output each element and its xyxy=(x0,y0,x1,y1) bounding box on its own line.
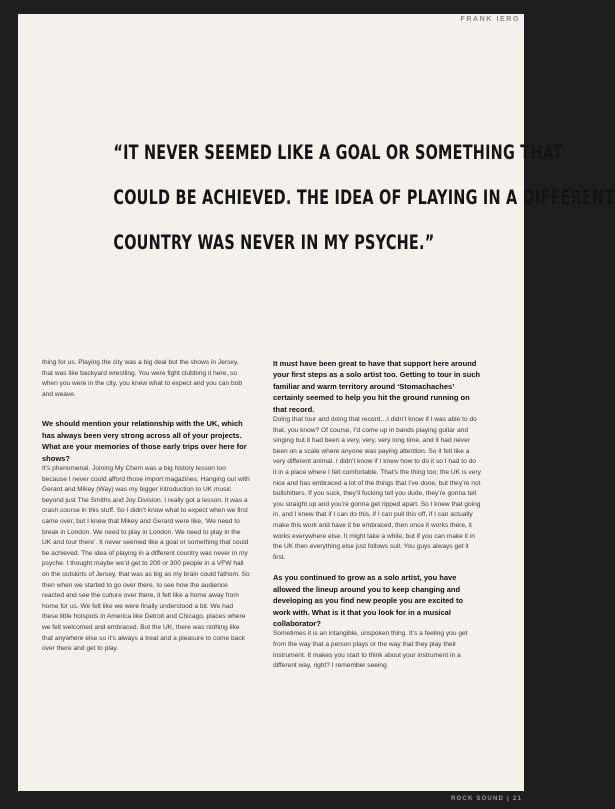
left-column xyxy=(42,358,250,655)
running-header: FRANK IERO xyxy=(460,16,520,23)
pull-quote-line: COULD BE ACHIEVED. THE IDEA OF PLAYING IN A DIFFERENT xyxy=(113,186,615,209)
magazine-page xyxy=(18,14,615,802)
interview-answer: Sometimes it is an intangible, unspoken thing. It’s a feeling you get from the way that a person plays or the way that they play their instrument. It makes you start to think about your instrument in a different way, right? I remember seeing xyxy=(273,630,468,670)
interview-answer: It’s phenomenal. Joining My Chem was a big history lesson too because I never could afford those import magazines. Hanging out with Gerard and Mikey (Way) was my bigger introduction to UK music beyond just The Smiths and Joy Division. I really got a lesson. It was a crash course in this stuff. So I didn’t know what to expect when we first came over, but I knew that Mikey and Gerard were like, ‘We need to break in London. We need to play in London. We need to play in the UK and tour there’. It never seemed like a goal or something that could be achieved. The idea of playing in a different country was never in my psyche. I thought maybe we’d get to 200 or 300 people in a VFW hall on the outskirts of Jersey, that was as big as my brain could fathom. So then when we started to go over there, to see how the audience reacted and see the culture over there, it felt like a home away from home for us. We felt like we were finally understood a bit. We had these little hotspots in America like Detroit and Chicago, places where we felt welcomed and embraced. But the UK, there was nothing like that anywhere else so it’s always a treat and a pleasure to come back over there and get to play. xyxy=(42,465,250,653)
pull-quote-line: COUNTRY WAS NEVER IN MY PSYCHE.” xyxy=(113,231,435,254)
pull-quote-line: “IT NEVER SEEMED LIKE A GOAL OR SOMETHING THAT xyxy=(113,141,563,164)
right-column xyxy=(273,358,481,672)
magazine-name: ROCK SOUND xyxy=(451,796,505,802)
pull-quote xyxy=(113,130,615,265)
interview-answer: Doing that tour and doing that record…I didn’t know if I was able to do that, you know? Of course, I’d come up in bands playing guitar and singing but it had been a very, very, very long time, and it had never been on a scale where anyone was paying attention. So it felt like a very different animal. I didn’t know if I knew how to do it so I had to do it in a place where I felt comfortable. That’s the thing too; the UK is very nice and has embraced a lot of the things that I’ve done, but they’re not bullshitters. If you suck, they’ll fucking tell you dude, they’re gonna tell you straight up and you’re gonna get ripped apart. So I knew that going in, and I knew that if I can do this, if I can pull this off, if I can actually make this work and have it be embraced, then once it works there, it works everywhere else. It might take a while, but if you can make it in the UK then everything else just follows suit. You guys always get it first. xyxy=(273,416,481,561)
interview-question: As you continued to grow as a solo artist, you have allowed the lineup around you to keep changing and developing as you find new people you are excited to work with. What is it that you look for in a musical collaborator? xyxy=(273,573,464,628)
interview-question: It must have been great to have that support here around your first steps as a solo artist too. Getting to tour in such familiar and warm territory around ‘Stomachaches’ certainly seemed to help you hit the ground running on that record. xyxy=(273,359,481,414)
paragraph-gap xyxy=(42,400,250,409)
page-number: 21 xyxy=(512,796,522,802)
interview-question: We should mention your relationship with the UK, which has always been very strong across all of your projects. What are your memories of those early trips over here for shows? xyxy=(42,419,247,463)
page-footer xyxy=(451,796,522,802)
footer-separator: | xyxy=(507,796,510,802)
intro-paragraph: thing for us. Playing the city was a big deal but the shows in Jersey, that was like backyard wrestling. You were fight clubbing it here, so when you were in the city, you knew what to expect and you can bob and weave. xyxy=(42,359,243,398)
